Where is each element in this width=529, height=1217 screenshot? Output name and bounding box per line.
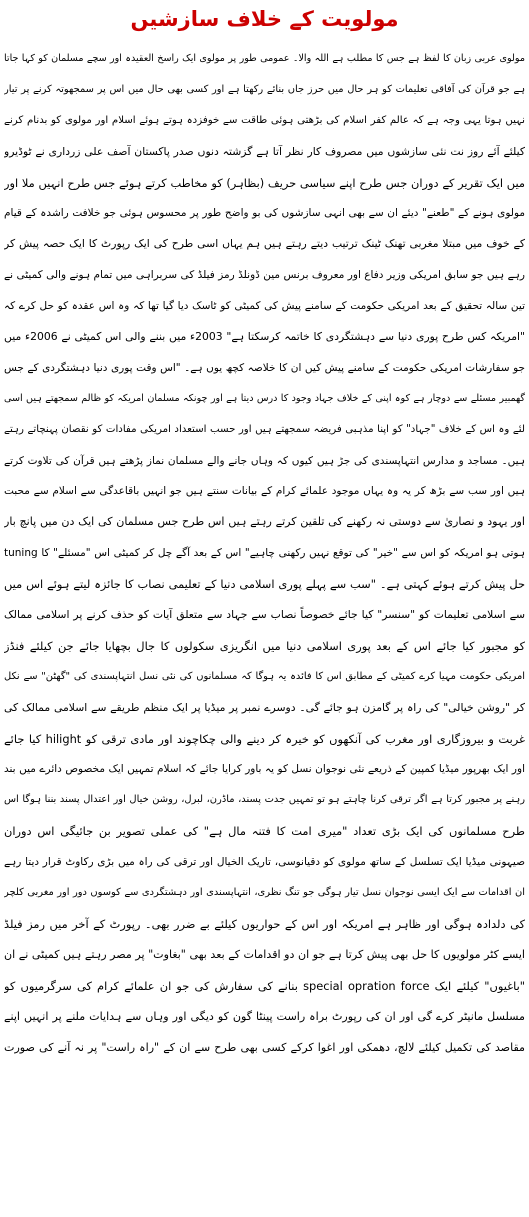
article-line: tuning ہوتی ہو امریکہ کو اس سے "خیر" کی توقع نہیں رکھنی چاہیے" اس کے بعد آگے چل کر کمیٹی اس "مسئلے" کا: [4, 547, 525, 560]
article-line: غربت و بیروزگاری اور مغرب کی آنکھوں کو خیرہ کر دینے والی چکاچوند اور مادی ترقی کو hilight کیا جائے: [4, 731, 525, 746]
article-line: رہنے پر مجبور کرتا ہے اگر ترقی کرنا چاہتے ہو تو تمہیں جدت پسند، ماڈرن، لبرل، روشن خیال اور اعتدال پسند بننا ہوگا اس: [4, 794, 525, 806]
article-line: کیلئے آئے روز نت نئی سازشوں میں مصروف کار نظر آتا ہے گزشتہ دنوں صدر پاکستان آصف علی زرداری نے ٹوڈیرو: [4, 144, 525, 158]
article-line: سے اسلامی تعلیمات کو "سنسر" کیا جائے خصوصاً نصاب سے جہاد سے متعلق آیات کو حذف کرنے پر اسلامی ممالک: [4, 608, 525, 622]
article-line: مولوی ہونے کے "طعنے" دیئے ان سے بھی انہی سازشوں کی بو واضح طور پر محسوس ہوئی جو خلافت راشدہ کے قیام: [4, 207, 525, 220]
article-line: ان اقدامات سے ایک ایسی نوجوان نسل تیار ہوگی جو تنگ نظری، انتہاپسندی اور دہشتگردی سے کوسوں دور اور مغربی کلچر: [4, 887, 525, 899]
article-line: صیہونی میڈیا ایک تسلسل کے ساتھ مولوی کو دقیانوسی، تاریک الخیال اور ترقی کی راہ میں بڑی رکاوٹ قرار دیتا رہے: [4, 856, 525, 869]
article-line: مسلسل مانیٹر کرے گی اور ان کی رپورٹ براہ راست پینٹا گون کو دیگی اور وہاں سے ہدایات ملنے پر انہیں اپنے: [4, 1009, 525, 1023]
article-line: رہے ہیں جو سابق امریکی وزیر دفاع اور معروف برنس مین ڈونلڈ رمز فیلڈ کی سربراہی میں تمام ہونے والی کمیٹی نے: [4, 269, 525, 282]
article-line: کو مجبور کیا جائے اس کے بعد پوری اسلامی دنیا میں انگریزی سکولوں کا جال بچھایا جائے جن کیلئے فنڈز: [4, 638, 525, 653]
article-line: طرح مسلمانوں کی ایک بڑی تعداد "میری امت کا فتنہ مال ہے" کی عملی تصویر بن جائیگی اس دوران: [4, 824, 525, 839]
article-line: ہیں۔ مساجد و مدارس انتہاپسندی کی جڑ ہیں کیوں کہ وہاں جانے والے مسلمان نماز پڑھتے ہیں قرآن کی تلاوت کرتے: [4, 454, 525, 467]
article-line: "امریکہ کس طرح پوری دنیا سے دہشتگردی کا خاتمہ کرسکتا ہے" 2003ء میں بننے والی اس کمیٹی نے 2006ء میں: [4, 330, 525, 344]
article-line: لئے وہ اس کے خلاف "جہاد" کو اپنا مذہبی فریضہ سمجھتے ہیں اور حسب استعداد امریکی مفادات کو نقصان پہنچاتے رہتے: [4, 423, 525, 435]
article-title: مولویت کے خلاف سازشیں: [130, 7, 399, 31]
article-line: حل پیش کرتے ہوئے کہتی ہے۔ "سب سے پہلے پوری اسلامی دنیا کے تعلیمی نصاب کا جائزہ لیتے ہوئے اس میں: [4, 577, 525, 592]
article-line: امریکی حکومت مہیا کرے کمیٹی کے مطابق اس کا فائدہ یہ ہوگا کہ مسلمانوں کی نئی نسل انتہاپسندی کی "گھٹن" سے نکل: [4, 670, 525, 682]
article-line: ایسے کٹر مولویوں کا حل بھی پیش کرتا ہے جو ان دو اقدامات کے بعد بھی "بغاوت" پر مصر رہتے ہیں کمیٹی نے ان: [4, 947, 525, 961]
article-line: مقاصد کی تکمیل کیلئے لالچ، دھمکی اور اغوا کرکے کسی بھی طرح سے ان کے "راہ راست" پر نہ آنے کی صورت: [4, 1040, 525, 1054]
article-line: اور یہود و نصاریٰ سے دوستی نہ رکھنے کی تلقین کرتے رہتے ہیں اس طرح جس مسلمان کی ایک دن میں پانچ بار: [4, 515, 525, 529]
article-line: ہے جو قرآن کی آفاقی تعلیمات کو ہر حال میں حرز جاں بنائے رکھتا ہے اور کسی بھی حال میں اس پر سمجھوتہ کرنے پر تیار: [4, 83, 525, 95]
article-line: میں ایک تقریر کے دوران جس طرح اپنے سیاسی حریف (بظاہر) کو مخاطب کرتے ہوئے جس طرح انہیں ملا اور: [4, 175, 525, 190]
article-line: جو سفارشات امریکی حکومت کے سامنے پیش کیں ان کا خلاصہ کچھ یوں ہے۔ "اس وقت پوری دنیا دہشتگردی کے جس: [4, 361, 525, 374]
article-line: گھمبیر مسئلے سے دوچار ہے کوہ اپنی کے خلاف جہاد وجود کا درس دیتا ہے اور چونکہ مسلمان امریکہ کو ظالم سمجھتے ہیں اسی: [4, 392, 525, 404]
article-body: [4, 44, 525, 1063]
article-line: نہیں ہوتا یہی وجہ ہے کہ عالم کفر اسلام کی بڑھتی ہوئی طاقت سے خوفزدہ ہوتے ہوئے اسلام اور مولوی کو بدنام کرنے: [4, 114, 525, 126]
article-line: ہیں اور سب سے بڑھ کر یہ وہ یہاں موجود علمائے کرام کے بیانات سنتے ہیں جو انہیں باقاعدگی سے اسلام سے محبت: [4, 485, 525, 498]
article-line: تین سالہ تحقیق کے بعد امریکی حکومت کے سامنے پیش کی کمیٹی کو ٹاسک دیا گیا تھا کہ وہ اس عقدہ کو حل کرے کہ: [4, 300, 525, 313]
article-line: مولوی عربی زبان کا لفظ ہے جس کا مطلب ہے اللہ والا۔ عمومی طور پر مولوی ایک راسخ العقیدہ اور سچے مسلمان کو کہا جاتا: [4, 53, 525, 64]
article-line: کر "روشن خیالی" کی راہ پر گامزن ہو جائے گی۔ دوسرے نمبر پر میڈیا پر ایک منظم طریقے سے اسلامی ممالک کی: [4, 700, 525, 714]
article-line: کی دلدادہ ہوگی اور ظاہر ہے امریکہ اور اس کے حواریوں کیلئے بے ضرر بھی۔ رپورٹ کے آخر میں رمز فیلڈ: [4, 916, 525, 931]
article-line: اور ایک بھرپور میڈیا کمپین کے ذریعے نئی نوجوان نسل کو یہ باور کرایا جائے کہ اسلام تمہیں ایک مخصوص دائرے میں بند: [4, 763, 525, 776]
article-line: "باغیوں" کیلئے ایک special opration force بنانے کی سفارش کی جو ان علمائے کرام کی سرگرمیوں کو: [4, 978, 525, 993]
article-line: کے خوف میں مبتلا مغربی تھنک ٹینک ترتیب دیتے رہتے ہیں ہم یہاں اسی طرح کی ایک رپورٹ کا ایک حصہ پیش کر: [4, 237, 525, 251]
